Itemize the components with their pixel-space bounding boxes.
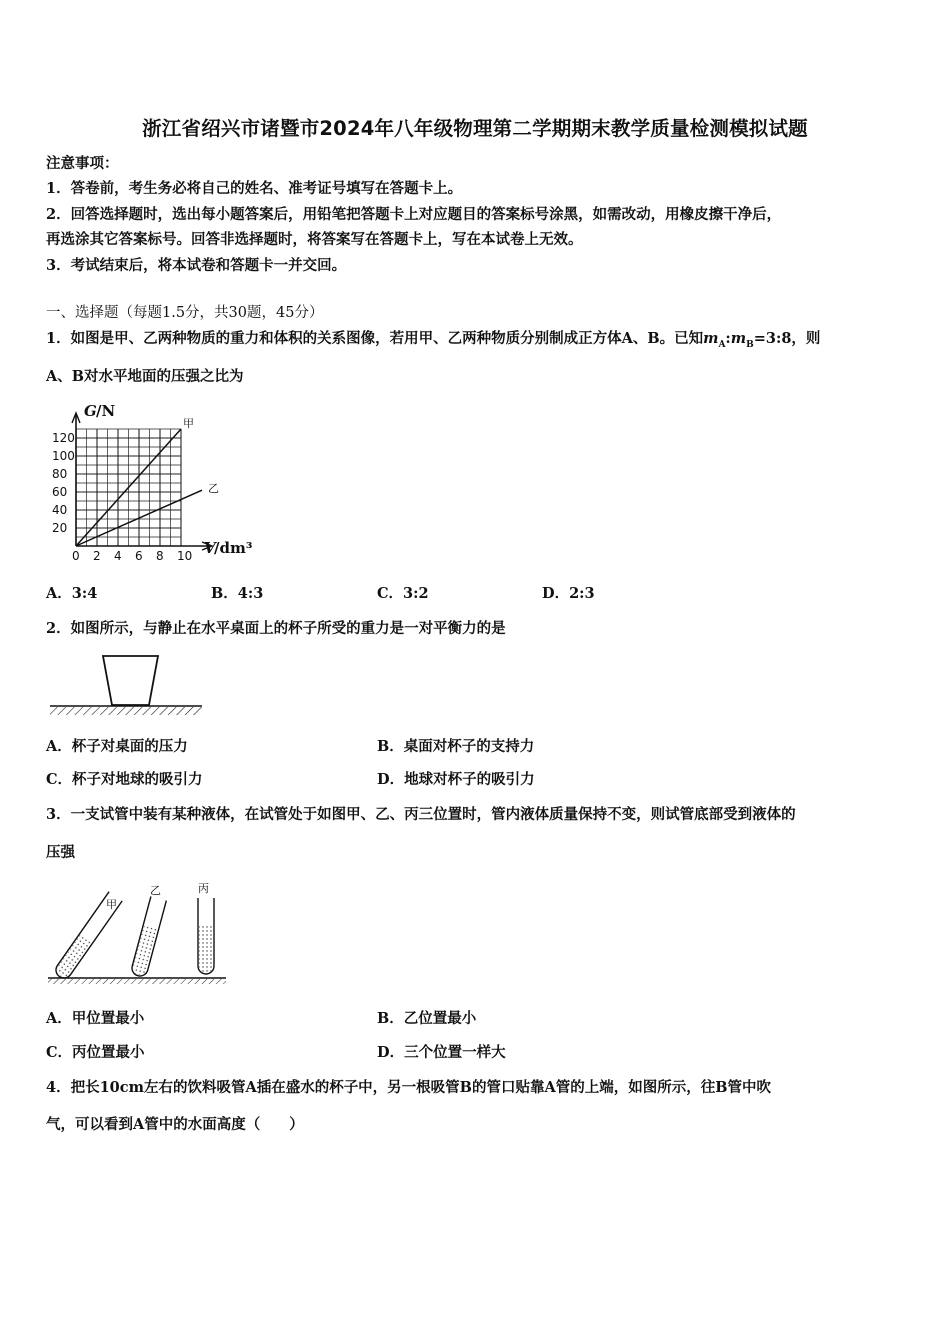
q2-option-b[interactable]: B．桌面对杯子的支持力 bbox=[377, 738, 535, 755]
q3-option-d[interactable]: D．三个位置一样大 bbox=[377, 1044, 506, 1061]
notice-item-2: 2．回答选择题时，选出每小题答案后，用铅笔把答题卡上对应题目的答案标号涂黑，如需改动，用橡皮擦干净后， bbox=[46, 206, 782, 223]
x-tick-label: 8 bbox=[156, 549, 164, 563]
notice-item-3: 3．考试结束后，将本试卷和答题卡一并交回。 bbox=[46, 257, 347, 274]
q1-mb-sub: B bbox=[746, 339, 754, 350]
notice-item-2-cont: 再选涂其它答案标号。回答非选择题时，将答案写在答题卡上，写在本试卷上无效。 bbox=[46, 231, 583, 248]
x-tick-label: 10 bbox=[177, 549, 193, 563]
x-tick-label: 6 bbox=[135, 549, 143, 563]
q2-option-a[interactable]: A．杯子对桌面的压力 bbox=[46, 738, 188, 755]
page-title: 浙江省绍兴市诸暨市2024年八年级物理第二学期期末教学质量检测模拟试题 bbox=[142, 117, 808, 140]
y-tick-label: 80 bbox=[52, 467, 68, 481]
notice-item-1: 1．答卷前，考生务必将自己的姓名、准考证号填写在答题卡上。 bbox=[46, 180, 463, 197]
x-axis-label-main: V bbox=[204, 539, 216, 557]
x-tick-label: 2 bbox=[93, 549, 101, 563]
q3-option-a[interactable]: A．甲位置最小 bbox=[46, 1010, 145, 1027]
q1-option-c[interactable]: C．3:2 bbox=[377, 585, 429, 602]
weight-volume-chart bbox=[42, 398, 282, 568]
question-4-line-1: 4．把长10cm左右的饮料吸管A插在盛水的杯子中，另一根吸管B的管口贴靠A管的上端，如图所示，往B管中吹 bbox=[46, 1079, 771, 1096]
question-2: 2．如图所示，与静止在水平桌面上的杯子所受的重力是一对平衡力的是 bbox=[46, 620, 506, 637]
q1-ma: m bbox=[703, 330, 719, 347]
series-label-yi: 乙 bbox=[208, 482, 219, 496]
q1-ma-sub: A bbox=[718, 339, 726, 350]
q3-option-b[interactable]: B．乙位置最小 bbox=[377, 1010, 477, 1027]
y-axis-label-unit: /N bbox=[96, 402, 116, 420]
tube-yi bbox=[130, 896, 166, 977]
q1-ratio: =3:8，则 bbox=[753, 330, 821, 347]
section-heading: 一、选择题（每题1.5分，共30题，45分） bbox=[46, 305, 324, 321]
question-3-line-2: 压强 bbox=[46, 844, 75, 861]
question-3-line-1: 3．一支试管中装有某种液体，在试管处于如图甲、乙、丙三位置时，管内液体质量保持不变，则试管底部受到液体的 bbox=[46, 806, 796, 823]
tube-ground-hatch bbox=[48, 979, 226, 984]
q1-option-d[interactable]: D．2:3 bbox=[542, 585, 595, 602]
notice-heading: 注意事项： bbox=[46, 155, 119, 172]
q2-option-c[interactable]: C．杯子对地球的吸引力 bbox=[46, 771, 203, 788]
question-1-line-2: A、B对水平地面的压强之比为 bbox=[46, 368, 244, 385]
tube-bing bbox=[198, 898, 214, 974]
series-label-jia: 甲 bbox=[183, 417, 194, 430]
y-tick-label: 20 bbox=[52, 521, 68, 535]
question-1-line-1 bbox=[46, 327, 820, 350]
y-axis-label-main: G bbox=[84, 402, 97, 420]
y-tick-label: 100 bbox=[52, 449, 75, 463]
y-tick-label: 120 bbox=[52, 431, 75, 445]
table-hatch bbox=[50, 707, 202, 715]
cup-on-table-figure bbox=[46, 650, 216, 720]
q1-option-a[interactable]: A．3:4 bbox=[46, 585, 98, 602]
y-tick-label: 40 bbox=[52, 503, 68, 517]
chart-ticks bbox=[52, 431, 192, 563]
tube-label-bing: 丙 bbox=[198, 882, 209, 895]
question-4-line-2: 气，可以看到A管中的水面高度（ ） bbox=[46, 1116, 304, 1133]
q1-mb: m bbox=[730, 330, 747, 347]
tube-label-jia: 甲 bbox=[106, 898, 117, 911]
q1-text: 1．如图是甲、乙两种物质的重力和体积的关系图像，若用甲、乙两种物质分别制成正方体A、B。已知 bbox=[46, 330, 704, 347]
q2-option-d[interactable]: D．地球对杯子的吸引力 bbox=[377, 771, 535, 788]
q1-option-b[interactable]: B．4:3 bbox=[211, 585, 264, 602]
origin-label: 0 bbox=[72, 549, 80, 563]
x-axis-label-unit: /dm³ bbox=[214, 539, 253, 557]
chart-grid bbox=[72, 413, 212, 550]
y-tick-label: 60 bbox=[52, 485, 68, 499]
q1-colon: : bbox=[725, 330, 731, 347]
q3-option-c[interactable]: C．丙位置最小 bbox=[46, 1044, 145, 1061]
cup-shape bbox=[103, 656, 158, 705]
x-tick-label: 4 bbox=[114, 549, 122, 563]
test-tubes-figure bbox=[46, 878, 236, 988]
tube-label-yi: 乙 bbox=[150, 884, 161, 897]
